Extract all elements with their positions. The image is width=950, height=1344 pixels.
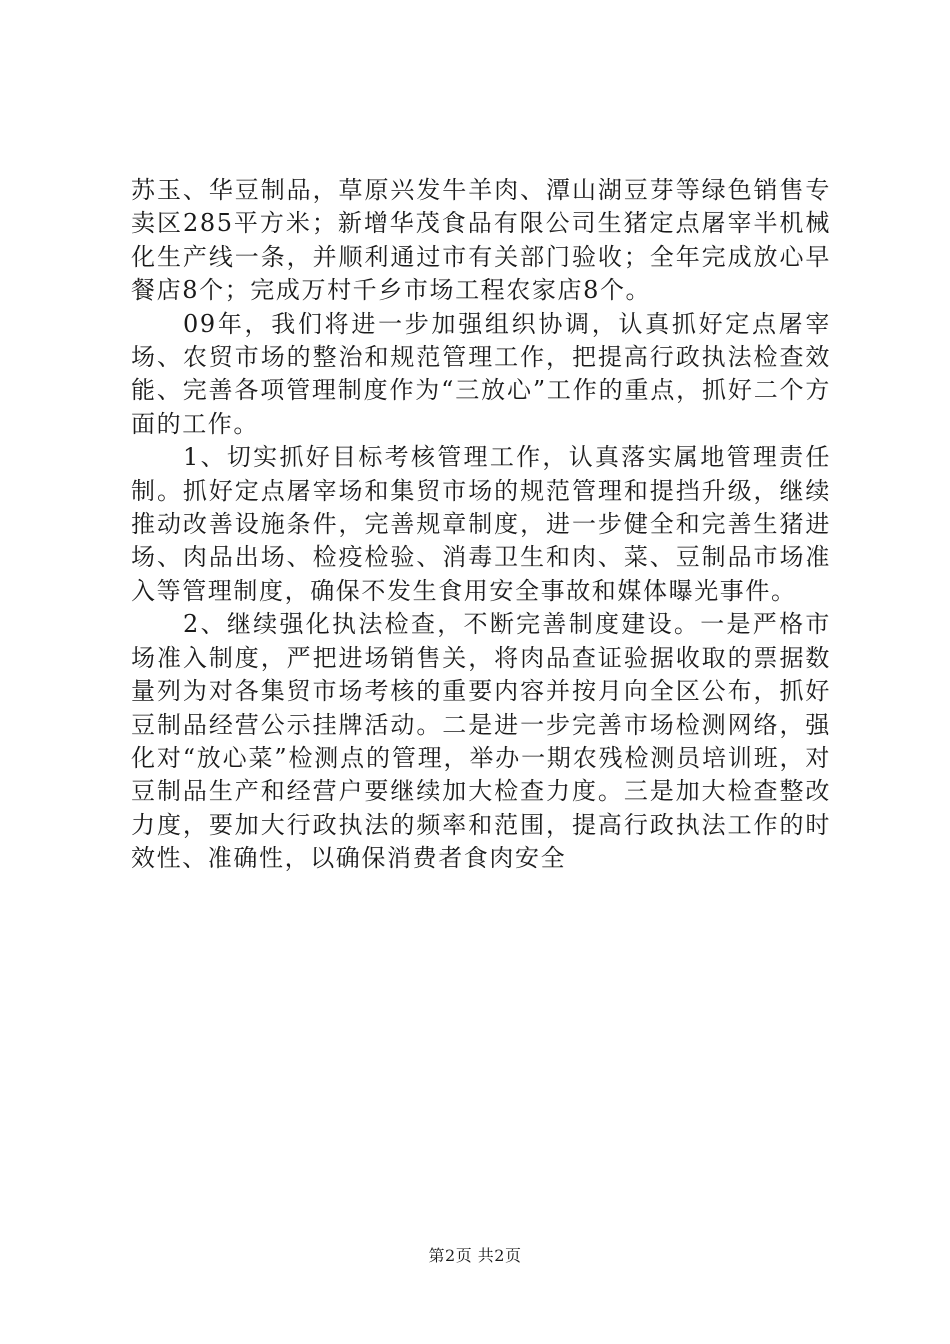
page-footer: 第2页 共2页 — [428, 1246, 522, 1265]
paragraph-2: 09年，我们将进一步加强组织协调，认真抓好定点屠宰场、农贸市场的整治和规范管理工作，把提高行政执法检查效能、完善各项管理制度作为“三放心”工作的重点，抓好二个方面的工作。 — [131, 309, 831, 438]
paragraph-4: 2、继续强化执法检查，不断完善制度建设。一是严格市场准入制度，严把进场销售关，将肉品查证验据收取的票据数量列为对各集贸市场考核的重要内容并按月向全区公布，抓好豆制品经营公示挂牌活动。二是进一步完善市场检测网络，强化对“放心菜”检测点的管理，举办一期农残检测员培训班，对豆制品生产和经营户要继续加大检查力度。三是加大检查整改力度，要加大行政执法的频率和范围，提高行政执法工作的时效性、准确性，以确保消费者食肉安全 — [131, 610, 831, 873]
paragraph-1: 苏玉、华豆制品，草原兴发牛羊肉、潭山湖豆芽等绿色销售专卖区285平方米；新增华茂食品有限公司生猪定点屠宰半机械化生产线一条，并顺利通过市有关部门验收；全年完成放心早餐店8个；完成万村千乡市场工程农家店8个。 — [131, 176, 831, 305]
document-body — [131, 174, 831, 876]
paragraph-3: 1、切实抓好目标考核管理工作，认真落实属地管理责任制。抓好定点屠宰场和集贸市场的规范管理和提挡升级，继续推动改善设施条件，完善规章制度，进一步健全和完善生猪进场、肉品出场、检疫检验、消毒卫生和肉、菜、豆制品市场准入等管理制度，确保不发生食用安全事故和媒体曝光事件。 — [131, 443, 831, 605]
